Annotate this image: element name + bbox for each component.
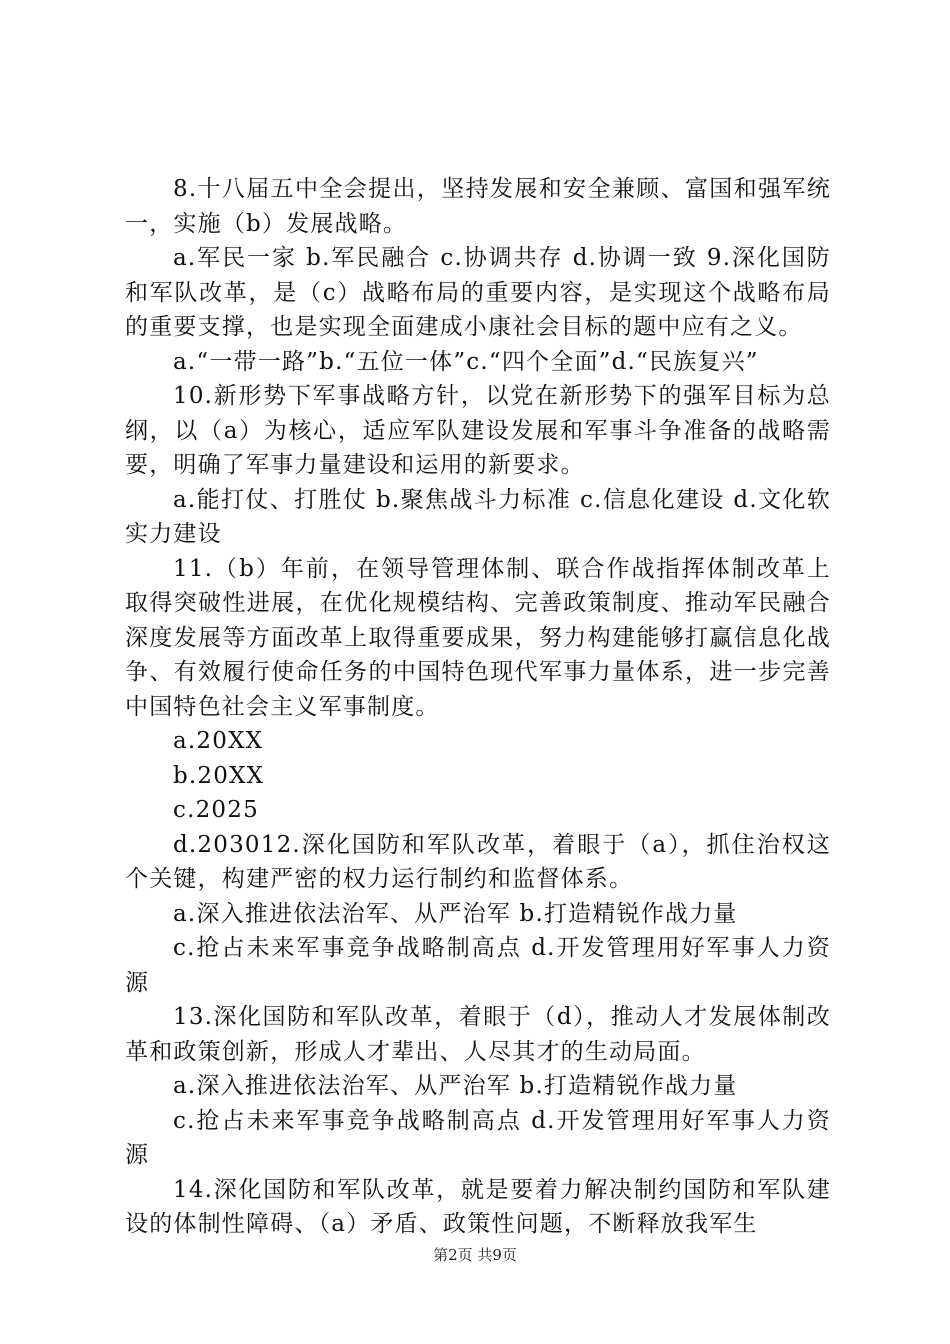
page-footer: 第2页 共9页 [433, 1246, 517, 1264]
paragraph-q9-options: a.“一带一路”b.“五位一体”c.“四个全面”d.“民族复兴” [173, 348, 759, 375]
paragraph-q10: 10.新形势下军事战略方针，以党在新形势下的强军目标为总纲，以（a）为核心，适应军队建设发展和军事斗争准备的战略需要，明确了军事力量建设和运用的新要求。 [125, 383, 831, 478]
paragraph-q11: 11.（b）年前，在领导管理体制、联合作战指挥体制改革上取得突破性进展，在优化规模结构、完善政策制度、推动军民融合深度发展等方面改革上取得重要成果，努力构建能够打赢信息化战争、有效履行使命任务的中国特色现代军事力量体系，进一步完善中国特色社会主义军事制度。 [125, 555, 831, 720]
paragraph-q13: 13.深化国防和军队改革，着眼于（d），推动人才发展体制改革和政策创新，形成人才辈出、人尽其才的生动局面。 [125, 1004, 831, 1065]
paragraph-q12-options-cd: c.抢占未来军事竞争战略制高点 d.开发管理用好军事人力资源 [125, 935, 831, 996]
paragraph-q11-option-b: b.20XX [173, 762, 265, 789]
paragraph-q13-options-cd: c.抢占未来军事竞争战略制高点 d.开发管理用好军事人力资源 [125, 1107, 831, 1168]
paragraph-q8-options-q9: a.军民一家 b.军民融合 c.协调共存 d.协调一致 9.深化国防和军队改革，是（c）战略布局的重要内容，是实现这个战略布局的重要支撑，也是实现全面建成小康社会目标的题中应有之义。 [125, 245, 831, 340]
paragraph-q10-options: a.能打仗、打胜仗 b.聚焦战斗力标准 c.信息化建设 d.文化软实力建设 [125, 486, 831, 547]
document-body [125, 172, 831, 1242]
paragraph-q11-option-c: c.2025 [173, 797, 259, 823]
paragraph-q14: 14.深化国防和军队改革，就是要着力解决制约国防和军队建设的体制性障碍、（a）矛盾、政策性问题，不断释放我军生 [125, 1176, 831, 1237]
paragraph-q8: 8.十八届五中全会提出，坚持发展和安全兼顾、富国和强军统一，实施（b）发展战略。 [125, 176, 831, 237]
paragraph-q11-option-d-q12: d.203012.深化国防和军队改革，着眼于（a），抓住治权这个关键，构建严密的权力运行制约和监督体系。 [125, 831, 831, 892]
paragraph-q13-options-ab: a.深入推进依法治军、从严治军 b.打造精锐作战力量 [173, 1073, 738, 1099]
paragraph-q11-option-a: a.20XX [173, 728, 264, 754]
paragraph-q12-options-ab: a.深入推进依法治军、从严治军 b.打造精锐作战力量 [173, 900, 738, 927]
